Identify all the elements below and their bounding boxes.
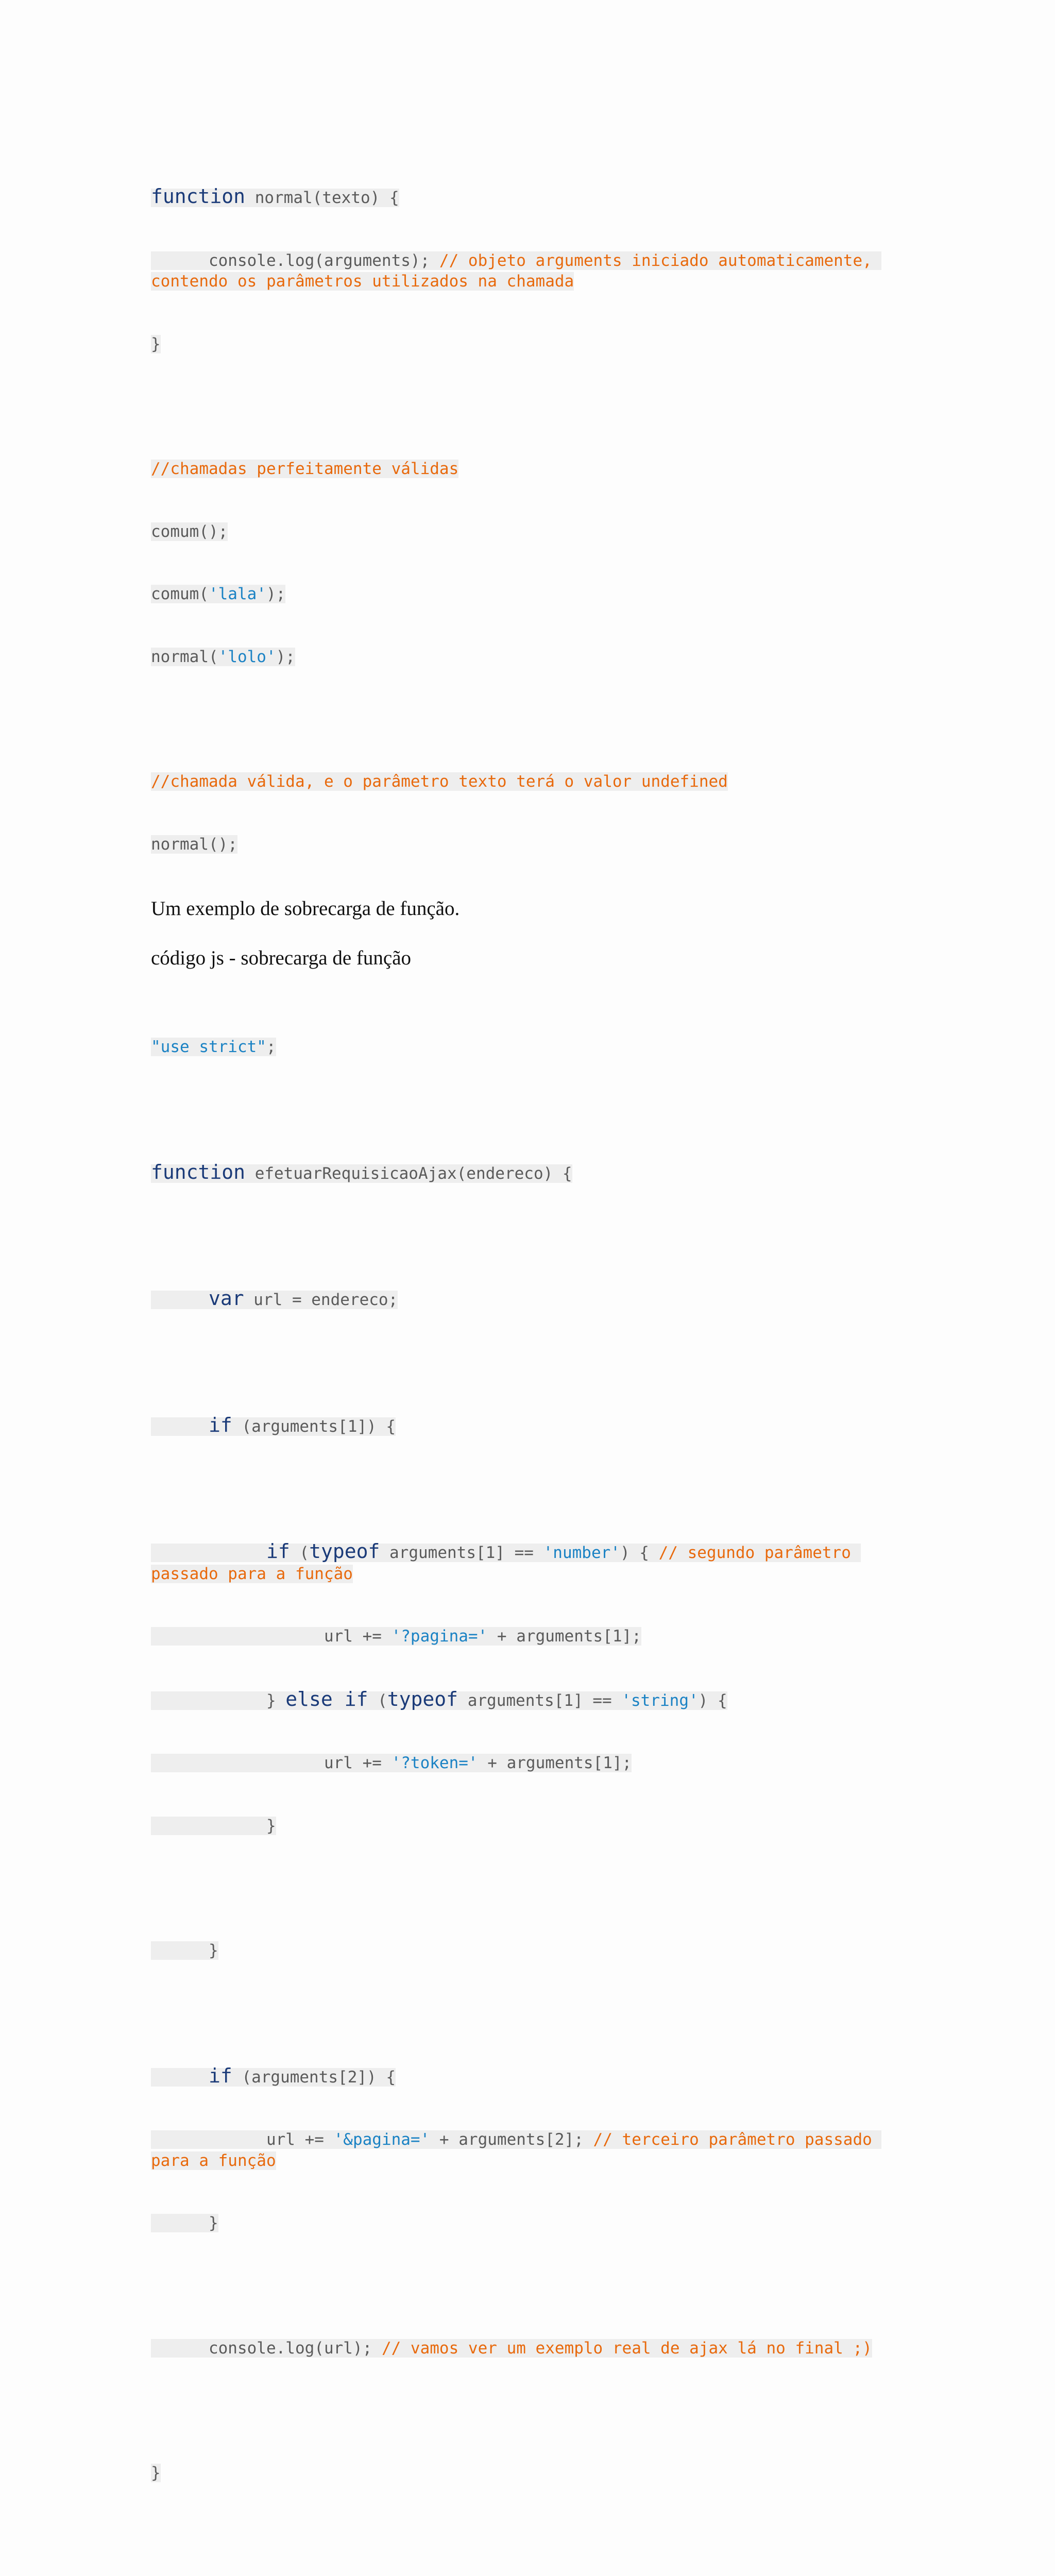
code-text: }	[151, 2214, 218, 2232]
code-text: }	[151, 2464, 161, 2482]
keyword-var: var	[209, 1287, 244, 1310]
keyword-function: function	[151, 1161, 245, 1183]
indent	[151, 1544, 266, 1562]
code-text: + arguments[1];	[487, 1627, 641, 1646]
code-comment: //chamadas perfeitamente válidas	[151, 460, 458, 478]
code-text: efetuarRequisicaoAjax(endereco) {	[245, 1164, 572, 1183]
keyword-typeof: typeof	[309, 1540, 380, 1563]
code-text: url = endereco;	[244, 1291, 398, 1309]
keyword-function: function	[151, 185, 245, 208]
code-text: url +=	[151, 2130, 334, 2149]
code-text: + arguments[1];	[478, 1754, 632, 1772]
code-text: }	[151, 1817, 276, 1835]
code-text: }	[151, 1941, 218, 1960]
code-text: url +=	[151, 1754, 392, 1772]
code-text: ;	[266, 1038, 276, 1056]
code-text: arguments[1] ==	[380, 1544, 543, 1562]
caption-overload: código js - sobrecarga de função	[151, 946, 903, 971]
code-text: normal();	[151, 835, 237, 854]
keyword-if: if	[209, 1414, 232, 1436]
code-block-ajax-calls	[151, 2546, 903, 2576]
code-text: );	[276, 648, 295, 666]
code-block-valid-calls	[151, 417, 903, 709]
code-text: console.log(arguments);	[151, 251, 439, 270]
code-text: }	[151, 335, 161, 353]
code-string: 'lolo'	[218, 648, 276, 666]
indent	[151, 2068, 209, 2087]
code-block-undefined-call	[151, 730, 903, 896]
indent	[151, 1291, 209, 1309]
code-text: (	[368, 1691, 387, 1710]
indent	[151, 1417, 209, 1436]
code-text: );	[266, 585, 285, 603]
paragraph-overload-example: Um exemplo de sobrecarga de função.	[151, 896, 903, 921]
code-text: console.log(url);	[151, 2339, 382, 2358]
code-text: normal(texto) {	[245, 189, 399, 207]
code-text: comum(	[151, 585, 209, 603]
code-text: ) {	[699, 1691, 727, 1710]
code-string: "use strict"	[151, 1038, 266, 1056]
keyword-typeof: typeof	[387, 1688, 458, 1710]
code-comment: //chamada válida, e o parâmetro texto terá o valor undefined	[151, 772, 728, 791]
code-comment: // objeto arguments iniciado automaticamente, contendo os parâmetros utilizados na chamada	[151, 251, 881, 291]
keyword-else-if: else if	[285, 1688, 368, 1710]
code-string: '?token='	[392, 1754, 478, 1772]
code-block-normal-function	[151, 144, 903, 396]
keyword-if: if	[209, 2064, 232, 2087]
code-text: + arguments[2];	[430, 2130, 593, 2149]
code-text: normal(	[151, 648, 218, 666]
code-comment: // terceiro parâmetro passado para a função	[151, 2130, 881, 2170]
document-page	[151, 144, 903, 2576]
code-comment: // vamos ver um exemplo real de ajax lá no final ;)	[382, 2339, 872, 2358]
code-string: '&pagina='	[334, 2130, 430, 2149]
code-text: (arguments[1]) {	[232, 1417, 396, 1436]
code-text: (	[290, 1544, 309, 1562]
code-string: 'lala'	[209, 585, 266, 603]
code-text: url +=	[151, 1627, 392, 1646]
code-string: 'number'	[543, 1544, 620, 1562]
code-comment: // segundo parâmetro passado para a função	[151, 1544, 861, 1583]
code-text: }	[151, 1691, 285, 1710]
code-block-ajax-function	[151, 995, 903, 2526]
code-text: ) {	[620, 1544, 659, 1562]
code-text: comum();	[151, 522, 228, 541]
code-text: (arguments[2]) {	[232, 2068, 396, 2087]
code-string: '?pagina='	[392, 1627, 488, 1646]
keyword-if: if	[266, 1540, 290, 1563]
code-string: 'string'	[621, 1691, 698, 1710]
code-text: arguments[1] ==	[458, 1691, 621, 1710]
